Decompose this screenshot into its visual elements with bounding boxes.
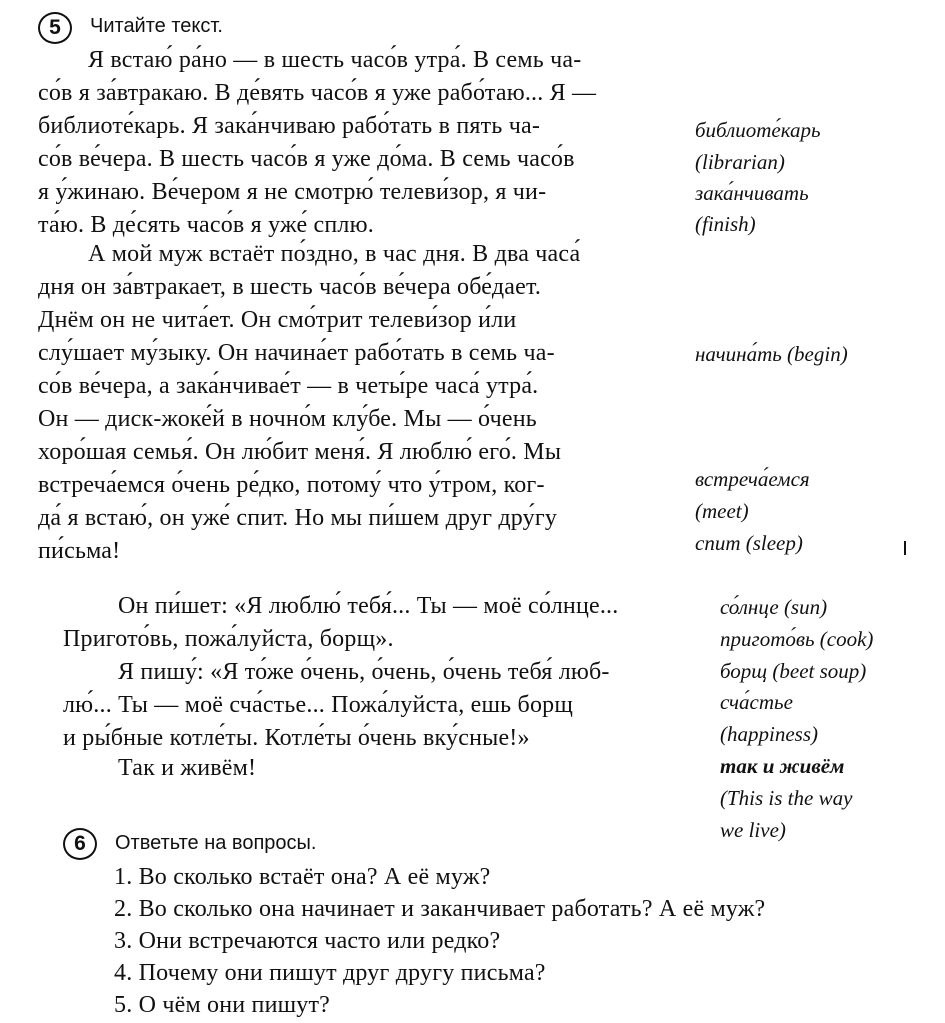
gloss-term: борщ (beet soup): [720, 659, 867, 683]
gloss-translation: (happiness): [720, 722, 818, 746]
text-line: А мой муж встаёт по́здно, в час дня. В два часа́: [88, 241, 581, 267]
margin-mark: [904, 541, 906, 555]
text-line: Пригото́вь, пожа́луйста, борщ».: [63, 626, 394, 652]
gloss-term: пригото́вь (cook): [720, 627, 874, 651]
text-line: Я пишу́: «Я то́же о́чень, о́чень, о́чень тебя́ люб-: [118, 659, 610, 685]
text-line: пи́сьма!: [38, 538, 121, 564]
gloss-translation: (librarian): [695, 150, 785, 174]
text-line: Он пи́шет: «Я люблю́ тебя́... Ты — моё со́лнце...: [118, 593, 619, 619]
exercise-number-badge: 5: [38, 12, 72, 44]
text-line: Днём он не чита́ет. Он смо́трит телеви́зор и́ли: [38, 307, 517, 333]
exercise-instruction: Ответьте на вопросы.: [115, 832, 317, 854]
question-item: 2. Во сколько она начинает и заканчивает работать? А её муж?: [114, 896, 766, 922]
text-line: Он — диск-жоке́й в ночно́м клу́бе. Мы — о́чень: [38, 406, 537, 432]
text-line: слу́шает му́зыку. Он начина́ет рабо́тать в семь ча-: [38, 340, 555, 366]
text-line: Так и живём!: [118, 755, 257, 781]
text-line: та́ю. В де́сять часо́в я уже́ сплю.: [38, 212, 374, 238]
gloss-term: начина́ть (begin): [695, 342, 848, 366]
text-line: хоро́шая семья́. Он лю́бит меня́. Я люблю́ его́. Мы: [38, 439, 562, 465]
text-line: я у́жинаю. Ве́чером я не смотрю́ телеви́зор, я чи-: [38, 179, 547, 205]
text-line: библиоте́карь. Я зака́нчиваю рабо́тать в пять ча-: [38, 113, 541, 139]
gloss-term: так и живём: [720, 754, 845, 778]
exercise-instruction: Читайте текст.: [90, 15, 223, 37]
gloss-translation: (This is the way: [720, 786, 853, 810]
gloss-translation: we live): [720, 818, 786, 842]
exercise-number-badge: 6: [63, 828, 97, 860]
gloss-term: спит (sleep): [695, 531, 803, 555]
text-line: со́в ве́чера, а зака́нчивае́т — в четы́ре часа́ утра́.: [38, 373, 539, 399]
text-line: со́в ве́чера. В шесть часо́в я уже до́ма. В семь часо́в: [38, 146, 575, 172]
text-line: со́в я за́втракаю. В де́вять часо́в я уже рабо́таю... Я —: [38, 80, 597, 106]
gloss-translation: (meet): [695, 499, 749, 523]
text-line: да́ я встаю́, он уже́ спит. Но мы пи́шем друг дру́гу: [38, 505, 558, 531]
gloss-term: библиоте́карь: [695, 118, 821, 142]
question-item: 4. Почему они пишут друг другу письма?: [114, 960, 546, 986]
text-line: дня он за́втракает, в шесть часо́в ве́чера обе́дает.: [38, 274, 542, 300]
gloss-term: со́лнце (sun): [720, 595, 828, 619]
gloss-term: зака́нчивать: [695, 181, 809, 205]
text-line: лю́... Ты — моё сча́стье... Пожа́луйста, ешь борщ: [63, 692, 574, 718]
question-item: 3. Они встречаются часто или редко?: [114, 928, 501, 954]
gloss-translation: (finish): [695, 212, 756, 236]
text-line: Я встаю́ ра́но — в шесть часо́в утра́. В семь ча-: [88, 47, 582, 73]
text-line: и ры́бные котле́ты. Котле́ты о́чень вку́сные!»: [63, 725, 530, 751]
question-item: 1. Во сколько встаёт она? А её муж?: [114, 864, 491, 890]
question-item: 5. О чём они пишут?: [114, 992, 331, 1018]
gloss-term: встреча́емся: [695, 467, 810, 491]
gloss-term: сча́стье: [720, 690, 793, 714]
text-line: встреча́емся о́чень ре́дко, потому́ что у́тром, ког-: [38, 472, 545, 498]
